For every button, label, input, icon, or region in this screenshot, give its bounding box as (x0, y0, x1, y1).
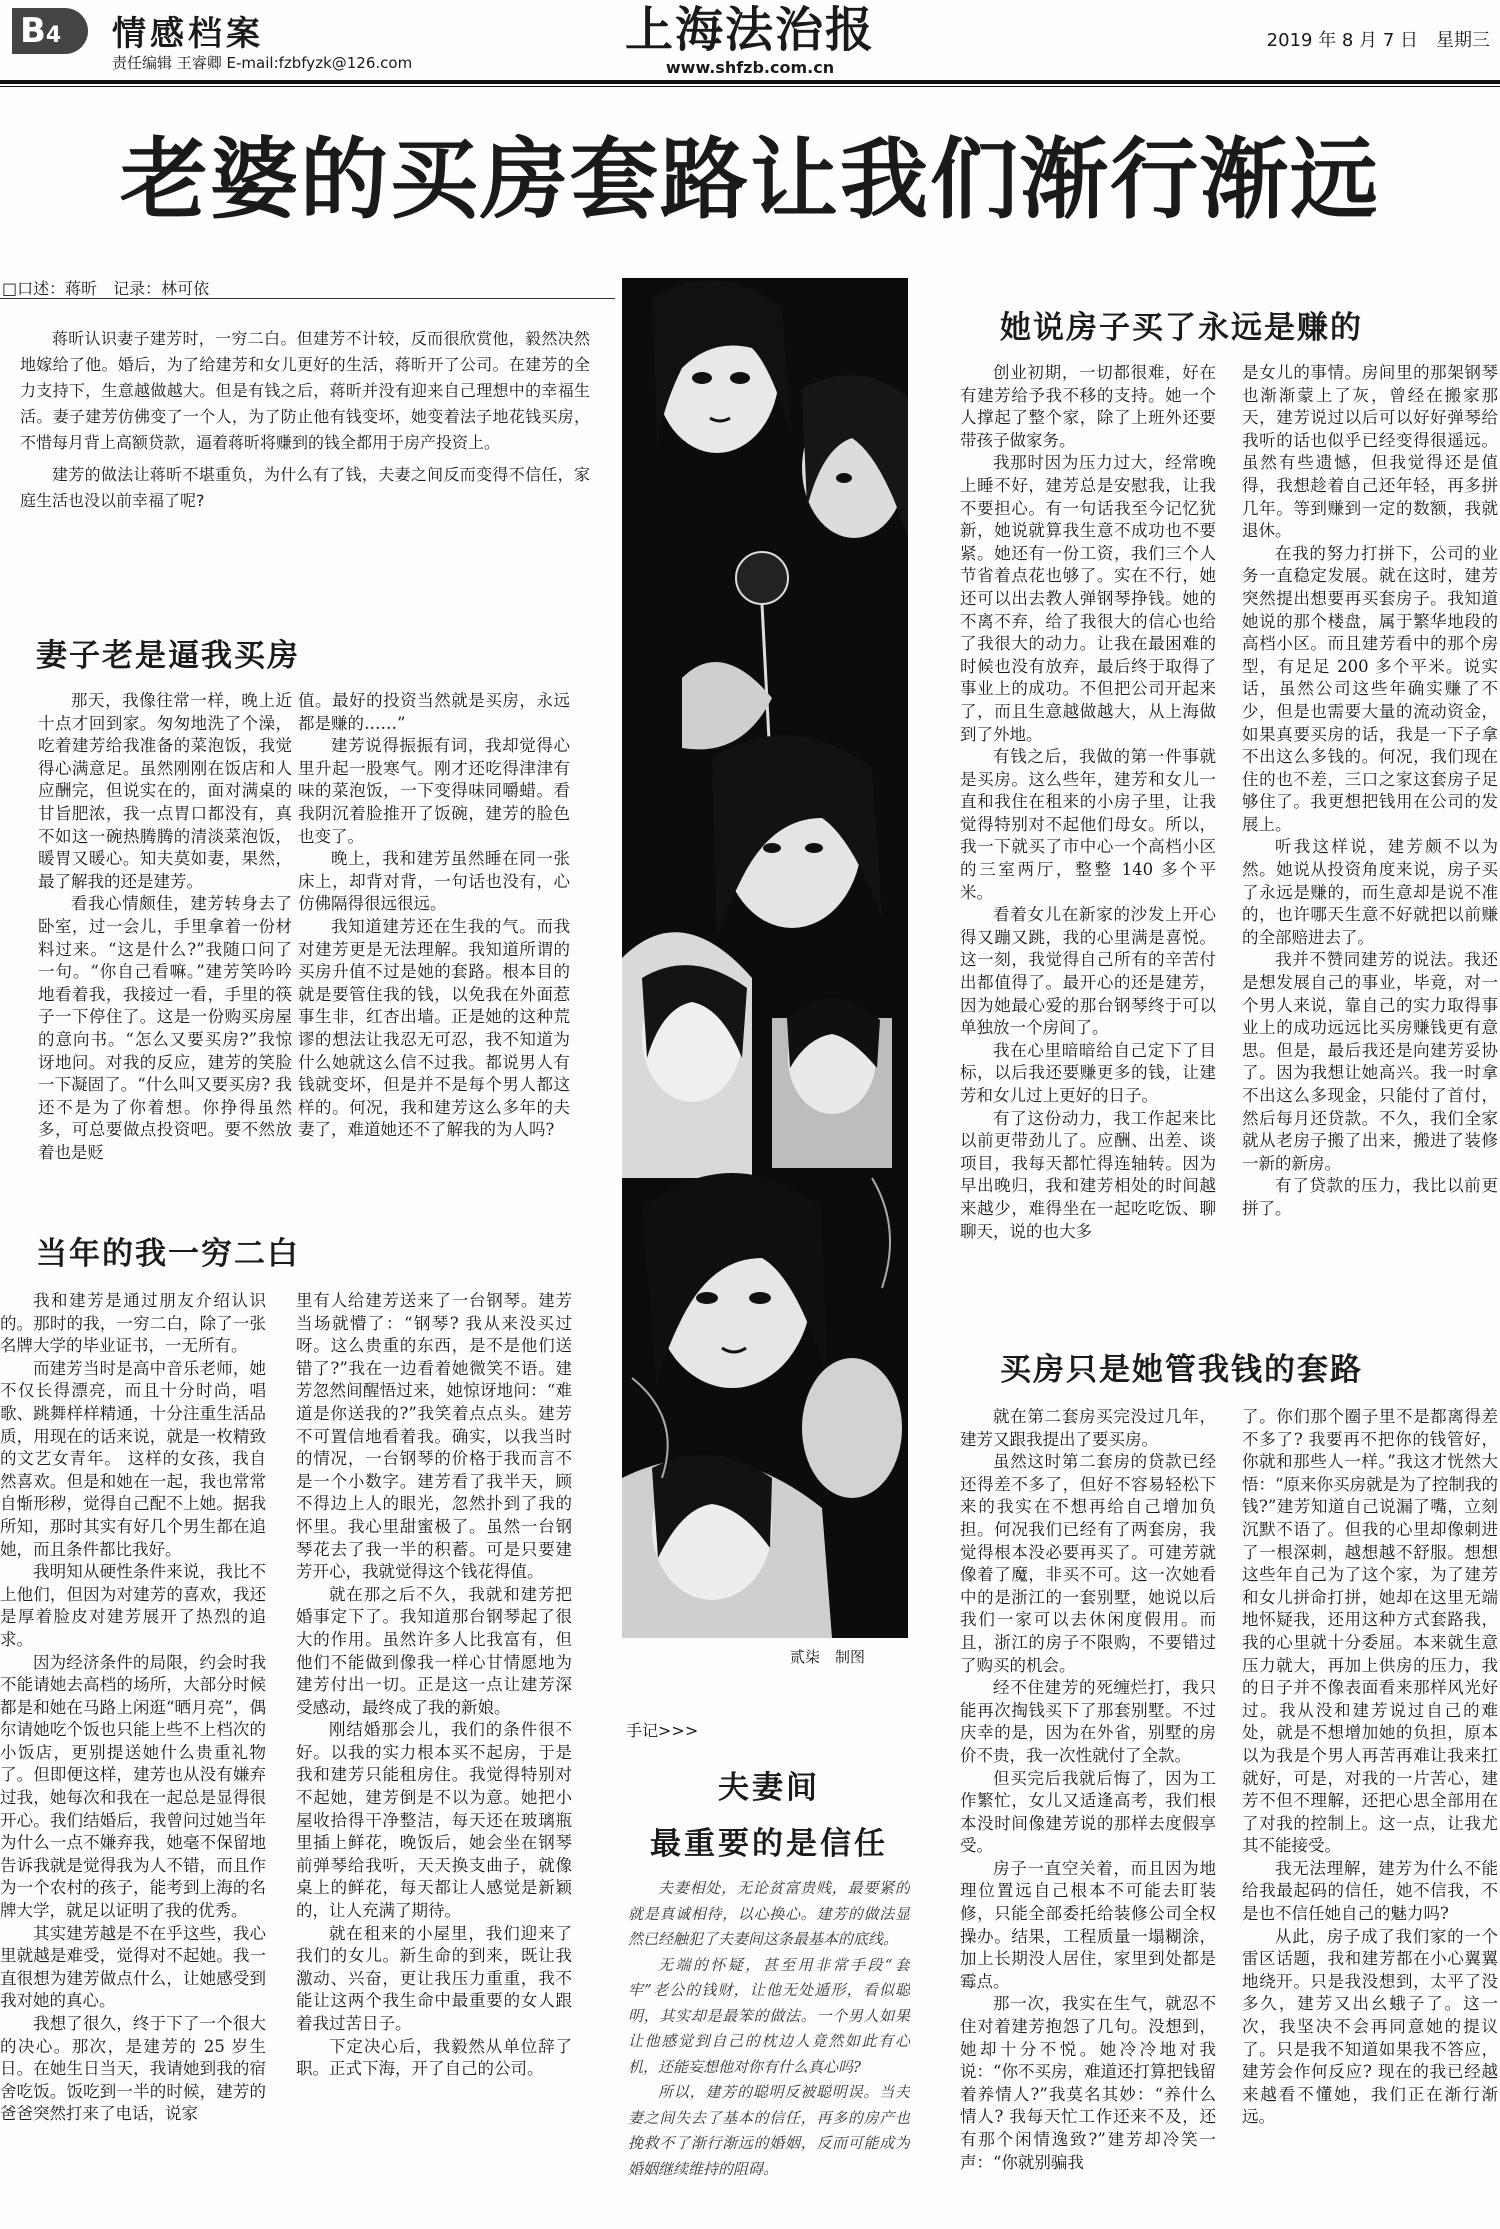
article-paragraph: 看我心情颇佳，建芳转身去了卧室，过一会儿，手里拿着一份材料过来。“这是什么?”我随口问了一句。“你自己看嘛。”建芳笑吟吟地看着我，我接过一看，手里的筷子一下停住了。这是一份购买房屋的意向书。“怎么又要买房?”我惊讶地问。对我的反应，建芳的笑脸一下凝固了。“什么叫又要买房? 我还不是为了你着想。你挣得虽然多，可总要做点投资吧。要不然放着也是贬 (38, 894, 292, 1162)
article-paragraph: 房子一直空关着，而且因为地理位置远自己根本不可能去盯装修，只能全部委托给装修公司全权操办。结果，工程质量一塌糊涂，加上长期没人居住，家里到处都是霉点。 (960, 1858, 1216, 1991)
article-paragraph: 我无法理解，建芳为什么不能给我最起码的信任，她不信我，不是也不信任她自己的魅力吗? (1242, 1858, 1498, 1924)
article-paragraph: 因为经济条件的局限，约会时我不能请她去高档的场所，大部分时候都是和她在马路上闲逛“晒月亮”，偶尔请她吃个饭也只能上些不上档次的小饭店，更别提送她什么贵重礼物了。但即便这样，建芳也从没有嫌弃过我，她每次和我在一起总是显得很开心。我们结婚后，我曾问过她当年为什么一点不嫌弃我，她毫不保留地告诉我就是觉得我为人不错，而且作为一个农村的孩子，能考到上海的名牌大学，就足以证明了我的优秀。 (0, 1652, 266, 1921)
article-column (1242, 362, 1498, 1292)
byline-rule (0, 298, 615, 299)
article-paragraph: 了。你们那个圈子里不是都离得差不多了? 我要再不把你的钱管好，你就和那些人一样。”我这才恍然大悟：“原来你买房就是为了控制我的钱?”建芳知道自己说漏了嘴，立刻沉默不语了。但我的心里却像刺进了一根深刺，越想越不舒服。想想这些年自己为了这个家，为了建芳和女儿拼命打拼，她却在这里无端地怀疑我，还用这种方式套路我，我的心里就十分委屈。本来就生意压力就大，再加上供房的压力，我的日子并不像表面看来那样风光好过。我从没和建芳说过自己的难处，就是不想增加她的负担，原本以为我是个男人再苦再难让我来扛就好，可是，对我的一片苦心，建芳不但不理解，还把心思全部用在了对我的控制上。这一点，让我尤其不能接受。 (1242, 1407, 1498, 1856)
article-paragraph: 虽然这时第二套房的贷款已经还得差不多了，但好不容易轻松下来的我实在不想再给自己增加负担。何况我们已经有了两套房，我觉得根本没必要再买了。可建芳就像着了魔，非买不可。这一次她看中的是浙江的一套别墅，她说以后我们一家可以去休闲度假用。而且，浙江的房子不限购，不要错过了购买的机会。 (960, 1452, 1216, 1675)
lead-paragraph (20, 326, 590, 520)
section-heading: 她说房子买了永远是赚的 (1000, 310, 1363, 346)
lead-text: 建芳的做法让蒋昕不堪重负，为什么有了钱，夫妻之间反而变得不信任，家庭生活也没以前幸福了呢? (20, 465, 590, 510)
article-column (960, 362, 1216, 1292)
headline: 老婆的买房套路让我们渐行渐远 (119, 128, 1380, 231)
sidebar-title: 夫妻间 (718, 1770, 820, 1806)
article-paragraph: 那天，我像往常一样，晚上近十点才回到家。匆匆地洗了个澡，吃着建芳给我准备的菜泡饭，我觉得心满意足。虽然刚刚在饭店和人应酬完，但说实在的，面对满桌的甘旨肥浓，我一点胃口都没有，真不如这一碗热腾腾的清淡菜泡饭，暖胃又暖心。知夫莫如妻，果然，最了解我的还是建芳。 (38, 691, 292, 891)
article-paragraph: 我和建芳是通过朋友介绍认识的。那时的我，一穷二白，除了一张名牌大学的毕业证书，一无所有。 (0, 1291, 266, 1356)
article-paragraph: 听我这样说，建芳颇不以为然。她说从投资角度来说，房子买了永远是赚的，而生意却是说不准的，也许哪天生意不好就把以前赚的全部赔进去了。 (1242, 837, 1498, 947)
article-paragraph: 下定决心后，我毅然从单位辞了职。正式下海，开了自己的公司。 (296, 2036, 572, 2079)
article-paragraph: 经不住建芳的死缠烂打，我只能再次掏钱买下了那套别墅。不过庆幸的是，因为在外省，别墅的房价不贵，我一次性就付了全款。 (960, 1678, 1216, 1765)
article-column (1242, 1406, 1498, 2226)
article-column (0, 1290, 266, 2225)
article-paragraph: 我那时因为压力过大，经常晚上睡不好，建芳总是安慰我，让我不要担心。有一句话我至今记忆犹新，她说就算我生意不成功也不要紧。她还有一份工资，我们三个人节省着点花也够了。实在不行，她还可以出去教人弹钢琴挣钱。她的不离不弃，给了我很大的信心也给了我很大的动力。让我在最困难的时候也没有放弃，最后终于取得了事业上的成功。不但把公司开起来了，而且生意越做越大，从上海做到了外地。 (960, 453, 1216, 744)
article-paragraph: 从此，房子成了我们家的一个雷区话题，我和建芳都在小心翼翼地绕开。只是我没想到，太平了没多久，建芳又出幺蛾子了。这一次，我坚决不会再同意她的提议了。只是我不知道如果我不答应，建芳会作何反应? 现在的我已经越来越看不懂她，我们正在渐行渐远。 (1242, 1926, 1498, 2127)
article-paragraph: 那一次，我实在生气，就忍不住对着建芳抱怨了几句。没想到，她却十分不悦。她冷冷地对我说：“你不买房，难道还打算把钱留着养情人?”我莫名其妙：“养什么情人? 我每天忙工作还来不及，还有那个闲情逸致?”建芳却冷笑一声：“你就别骗我 (960, 1994, 1216, 2172)
sidebar-label: 手记>>> (626, 1721, 699, 1740)
header-rule (0, 80, 1500, 84)
page-number: 4 (45, 23, 62, 48)
article-paragraph: 有了贷款的压力，我比以前更拼了。 (1242, 1176, 1498, 1218)
sidebar-paragraph: 无端的怀疑，甚至用非常手段“套牢”老公的钱财，让他无处遁形，看似聪明，其实却是最笨的做法。一个男人如果让他感觉到自己的枕边人竟然如此有心机，还能妄想他对你有什么真心吗? (628, 1955, 910, 2076)
section-heading: 妻子老是逼我买房 (36, 638, 300, 674)
editor-line: 责任编辑 王睿卿 E-mail:fzbfyzk@126.com (112, 54, 413, 72)
article-paragraph: 在我的努力打拼下，公司的业务一直稳定发展。就在这时，建芳突然提出想要再买套房子。我知道她说的那个楼盘，属于繁华地段的高档小区。而且建芳看中的那个房型，有足足 200 多个平米。说实话，虽然公司这些年确实赚了不少，但是也需要大量的流动资金，如果真要买房的话，我是一下子拿不出这么多钱的。何况，我们现在住的也不差，三口之家这套房子足够住了。我更想把钱用在公司的发展上。 (1242, 543, 1498, 834)
page-letter: B (20, 11, 46, 51)
page-badge (12, 8, 88, 54)
article-paragraph: 我明知从硬性条件来说，我比不上他们，但因为对建芳的喜欢，我还是厚着脸皮对建芳展开了热烈的追求。 (0, 1562, 266, 1649)
article-paragraph: 我在心里暗暗给自己定下了目标，以后我还要赚更多的钱，让建芳和女儿过上更好的日子。 (960, 1040, 1216, 1105)
article-paragraph: 刚结婚那会儿，我们的条件很不好。以我的实力根本买不起房，于是我和建芳只能租房住。我觉得特别对不起她，建芳倒是不以为意。她把小屋收拾得干净整洁，每天还在玻璃瓶里插上鲜花，晚饭后，她会坐在钢琴前弹琴给我听，天天换支曲子，就像桌上的鲜花，每天都让人感觉是新颖的，让人充满了期待。 (296, 1720, 572, 1921)
article-paragraph: 有钱之后，我做的第一件事就是买房。这么些年，建芳和女儿一直和我住在租来的小房子里，让我觉得特别对不起他们母女。所以，我一下就买了市中心一个高档小区的三室两厅，整整 140 多个平米。 (960, 747, 1216, 902)
section-heading: 当年的我一穷二白 (36, 1236, 300, 1272)
article-paragraph: 我想了很久，终于下了一个很大的决心。那次，是建芳的 25 岁生日。在她生日当天，我请她到我的宿舍吃饭。饭吃到一半的时候，建芳的爸爸突然打来了电话，说家 (0, 2014, 266, 2124)
article-paragraph: 其实建芳越是不在乎这些，我心里就越是难受，觉得对不起她。我一直很想为建芳做点什么，让她感受到我对她的真心。 (0, 1923, 266, 2011)
lead-text: 蒋昕认识妻子建芳时，一穷二白。但建芳不计较，反而很欣赏他，毅然决然地嫁给了他。婚后，为了给建芳和女儿更好的生活，蒋昕开了公司。在建芳的全力支持下，生意越做越大。但是有钱之后，蒋昕并没有迎来自己理想中的幸福生活。妻子建芳仿佛变了一个人，为了防止他有钱变坏，她变着法子地花钱买房，不惜每月背上高额贷款，逼着蒋昕将赚到的钱全都用于房产投资上。 (20, 329, 590, 452)
article-paragraph: 但买完后我就后悔了，因为工作繁忙，女儿又适逢高考，我们根本没时间像建芳说的那样去度假享受。 (960, 1768, 1216, 1856)
article-paragraph: 晚上，我和建芳虽然睡在同一张床上，却背对背，一句话也没有，心仿佛隔得很远很远。 (298, 849, 570, 914)
article-column (38, 690, 292, 1180)
masthead: 上海法治报 (624, 2, 875, 58)
article-paragraph: 就在第二套房买完没过几年，建芳又跟我提出了要买房。 (960, 1407, 1216, 1449)
article-paragraph: 是女儿的事情。房间里的那架钢琴也渐渐蒙上了灰，曾经在搬家那天，建芳说过以后可以好好弹琴给我听的话也似乎已经变得很遥远。虽然有些遗憾，但我觉得还是值得，我想趁着自己还年轻，再多拼几年。等到赚到一定的数额，我就退休。 (1242, 363, 1498, 541)
section-title: 情感档案 (112, 14, 264, 54)
article-paragraph: 我知道建芳还在生我的气。而我对建芳更是无法理解。我知道所谓的买房升值不过是她的套路。根本目的就是要管住我的钱，以免我在外面惹事生非，红杏出墙。正是她的这种荒谬的想法让我忍无可忍，我不知道为什么她就这么信不过我。都说男人有钱就变坏，但是并不是每个男人都这样的。何况，我和建芳这么多年的夫妻了，难道她还不了解我的为人吗? (298, 916, 570, 1140)
section-heading: 买房只是她管我钱的套路 (1000, 1352, 1363, 1388)
masthead-url: www.shfzb.com.cn (665, 58, 835, 77)
illustration-art (622, 278, 908, 1638)
article-paragraph: 我并不赞同建芳的说法。我还是想发展自己的事业，毕竟，对一个男人来说，靠自己的实力取得事业上的成功远远比买房赚钱更有意思。但是，最后我还是向建芳妥协了。因为我想让她高兴。我一时拿不出这么多现金，只能付了首付，然后每月还贷款。不久，我们全家就从老房子搬了出来，搬进了装修一新的新房。 (1242, 950, 1498, 1173)
article-paragraph: 里有人给建芳送来了一台钢琴。建芳当场就懵了：“钢琴? 我从来没买过呀。这么贵重的东西，是不是他们送错了?”我在一边看着她微笑不语。建芳忽然间醒悟过来，她惊讶地问：“难道是你送我的?”我笑着点点头。建芳不可置信地看着我。确实，以我当时的情况，一台钢琴的价格于我而言不是一个小数字。建芳看了我半天，顾不得边上人的眼光，忽然扑到了我的怀里。我心里甜蜜极了。虽然一台钢琴花去了我一半的积蓄。可是只要建芳开心，我就觉得这个钱花得值。 (296, 1291, 572, 1582)
header-rule-thin (0, 86, 1500, 87)
illustration-credit: 贰柒 制图 (790, 1648, 866, 1666)
article-column (296, 1290, 572, 2225)
article-column (960, 1406, 1216, 2226)
byline: □口述：蒋昕 记录：林可依 (2, 279, 210, 298)
article-paragraph: 就在租来的小屋里，我们迎来了我们的女儿。新生命的到来，既让我激动、兴奋，更让我压力重重，我不能让这两个我生命中最重要的女人跟着我过苦日子。 (296, 1923, 572, 2033)
article-column (298, 690, 570, 1180)
article-paragraph: 就在那之后不久，我就和建芳把婚事定下了。我知道那台钢琴起了很大的作用。虽然许多人比我富有，但他们不能做到像我一样心甘情愿地为建芳付出一切。正是这一点让建芳深受感动，最终成了我的新娘。 (296, 1584, 572, 1717)
article-paragraph: 创业初期，一切都很难，好在有建芳给予我不移的支持。她一个人撑起了整个家，除了上班外还要带孩子做家务。 (960, 363, 1216, 450)
article-paragraph: 值。最好的投资当然就是买房，永远都是赚的……” (298, 691, 570, 733)
article-paragraph: 看着女儿在新家的沙发上开心得又蹦又跳，我的心里满是喜悦。这一刻，我觉得自己所有的辛苦付出都值得了。最开心的还是建芳，因为她最心爱的那台钢琴终于可以单独放一个房间了。 (960, 905, 1216, 1038)
article-paragraph: 而建芳当时是高中音乐老师，她不仅长得漂亮，而且十分时尚，唱歌、跳舞样样精通，十分注重生活品质，用现在的话来说，就是一枚精致的文艺女青年。 这样的女孩，我自然喜欢。但是和她在一起，我也常常自惭形秽，觉得自己配不上她。据我所知，那时其实有好几个男生都在追她，而且条件都比我好。 (0, 1358, 266, 1559)
article-paragraph: 建芳说得振振有词，我却觉得心里升起一股寒气。刚才还吃得津津有味的菜泡饭，一下变得味同嚼蜡。看我阴沉着脸推开了饭碗，建芳的脸色也变了。 (298, 736, 570, 846)
sidebar-paragraph: 所以，建芳的聪明反被聪明误。当夫妻之间失去了基本的信任，再多的房产也挽救不了渐行渐远的婚姻，反而可能成为婚姻继续维持的阻碍。 (628, 2083, 910, 2178)
illustration (622, 278, 908, 1638)
sidebar-paragraph: 夫妻相处，无论贫富贵贱，最要紧的就是真诚相待，以心换心。建芳的做法显然已经触犯了夫妻间这条最基本的底线。 (628, 1879, 910, 1948)
sidebar-title: 最重要的是信任 (650, 1826, 888, 1862)
issue-date: 2019 年 8 月 7 日 星期三 (1266, 30, 1490, 51)
article-paragraph: 有了这份动力，我工作起来比以前更带劲儿了。应酬、出差、谈项目，我每天都忙得连轴转。因为早出晚归，我和建芳相处的时间越来越少，难得坐在一起吃吃饭、聊聊天，说的也大多 (960, 1108, 1216, 1241)
sidebar-body (628, 1876, 910, 2221)
